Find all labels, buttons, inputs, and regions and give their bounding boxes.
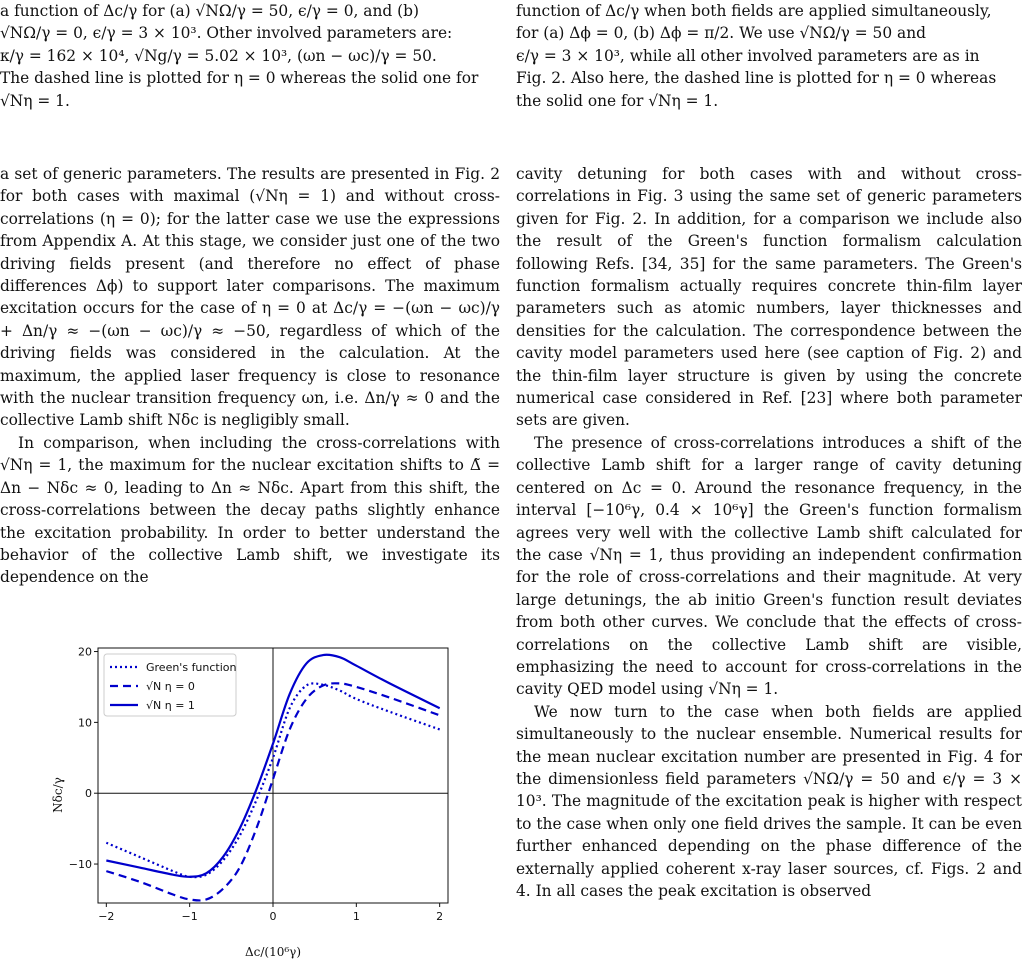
figure-4-caption-tail bbox=[516, 0, 1022, 112]
caption-line: √Nη = 1. bbox=[0, 91, 70, 110]
caption-line: The dashed line is plotted for η = 0 whereas the solid one for bbox=[0, 69, 479, 88]
caption-line: ϵ/γ = 3 × 10³, while all other involved parameters are as in bbox=[516, 46, 980, 65]
y-tick-label: −10 bbox=[68, 858, 92, 872]
x-tick-label: 1 bbox=[352, 910, 360, 923]
right-column bbox=[516, 0, 1022, 900]
paragraph: cavity detuning for both cases with and without cross-correlations in Fig. 3 using the same set of generic parameters given for Fig. 2. In addition, for a comparison we include also the result of the Green's function formalism calculation following Refs. [34, 35] for the same parameters. The Green's function formalism actually requires concrete thin-film layer parameters such as atomic numbers, layer thicknesses and densities for the calculation. The correspondence between the cavity model parameters used here (see caption of Fig. 2) and the thin-film layer structure is given by using the concrete numerical case considered in Ref. [23] where both parameter sets are given. bbox=[516, 165, 1022, 430]
figure-3-chart bbox=[48, 640, 448, 960]
left-column bbox=[0, 0, 500, 959]
caption-line: function of Δc/γ when both fields are applied simultaneously, bbox=[516, 2, 992, 20]
paragraph: We now turn to the case when both fields are applied simultaneously to the nuclear ensemble. Numerical results for the mean nuclear excitation number are presented in Fig. 4 for the dimensionless field parameters √NΩ/γ = 50 and ϵ/γ = 3 × 10³. The magnitude of the excitation peak is higher with respect to the case when only one field drives the sample. It can be even further enhanced depending on the phase difference of the externally applied coherent x-ray laser sources, cf. Figs. 2 and 4. In all cases the peak excitation is observed bbox=[516, 702, 1022, 900]
legend-label: Green's function bbox=[146, 661, 237, 674]
y-tick-label: 10 bbox=[78, 716, 92, 730]
caption-line: a function of Δc/γ for (a) √NΩ/γ = 50, ϵ/γ = 0, and (b) bbox=[0, 2, 419, 20]
caption-line: the solid one for √Nη = 1. bbox=[516, 91, 719, 110]
paragraph: In comparison, when including the cross-correlations with √Nη = 1, the maximum for the nuclear excitation shifts to Δ̃ = Δn − Nδc ≈ 0, leading to Δn ≈ Nδc. Apart from this shift, the cross-correlations between the decay paths slightly enhance the excitation probability. In order to better understand the behavior of the collective Lamb shift, we investigate its dependence on the bbox=[0, 433, 500, 587]
legend-label: √N η = 0 bbox=[146, 680, 195, 693]
chart-svg bbox=[48, 640, 448, 960]
y-axis-label: Nδc/γ bbox=[51, 777, 65, 813]
caption-line: for (a) Δϕ = 0, (b) Δϕ = π/2. We use √NΩ/γ = 50 and bbox=[516, 24, 926, 43]
x-tick-label: 0 bbox=[269, 910, 277, 923]
x-tick-label: −1 bbox=[181, 910, 198, 923]
x-tick-label: 2 bbox=[436, 910, 444, 923]
caption-line: κ/γ = 162 × 10⁴, √Ng/γ = 5.02 × 10³, (ωn − ωc)/γ = 50. bbox=[0, 46, 437, 65]
paragraph: The presence of cross-correlations introduces a shift of the collective Lamb shift for a larger range of cavity detuning centered on Δc = 0. Around the resonance frequency, in the interval [−10⁶γ, 0.4 × 10⁶γ] the Green's function formalism agrees very well with the collective Lamb shift calculated for the case √Nη = 1, thus providing an independent confirmation for the role of cross-correlations and their magnitude. At very large detunings, the ab initio Green's function result deviates from both other curves. We conclude that the effects of cross-correlations on the collective Lamb shift are visible, emphasizing the need to account for cross-correlations in the cavity QED model using √Nη = 1. bbox=[516, 433, 1022, 699]
x-tick-label: −2 bbox=[98, 910, 115, 923]
left-body-text bbox=[0, 163, 500, 589]
paragraph: a set of generic parameters. The results are presented in Fig. 2 for both cases with maximal (√Nη = 1) and without cross-correlations (η = 0); for the latter case we use the expressions from Appendix A. At this stage, we consider just one of the two driving fields present (and therefore no effect of phase differences Δϕ) to support later comparisons. The maximum excitation occurs for the case of η = 0 at Δc/γ = −(ωn − ωc)/γ + Δn/γ ≈ −(ωn − ωc)/γ ≈ −50, regardless of which of the driving fields was considered in the calculation. At the maximum, the applied laser frequency is close to resonance with the nuclear transition frequency ωn, i.e. Δn/γ ≈ 0 and the collective Lamb shift Nδc is negligibly small. bbox=[0, 165, 500, 430]
y-tick-label: 0 bbox=[85, 787, 92, 801]
caption-line: √NΩ/γ = 0, ϵ/γ = 3 × 10³. Other involved parameters are: bbox=[0, 24, 453, 43]
legend-label: √N η = 1 bbox=[146, 699, 195, 712]
right-body-text bbox=[516, 163, 1022, 902]
y-tick-label: 20 bbox=[78, 645, 92, 659]
x-axis-label: Δc/(10⁶γ) bbox=[244, 945, 302, 959]
figure-2-caption-tail bbox=[0, 0, 500, 112]
caption-line: Fig. 2. Also here, the dashed line is plotted for η = 0 whereas bbox=[516, 69, 997, 88]
